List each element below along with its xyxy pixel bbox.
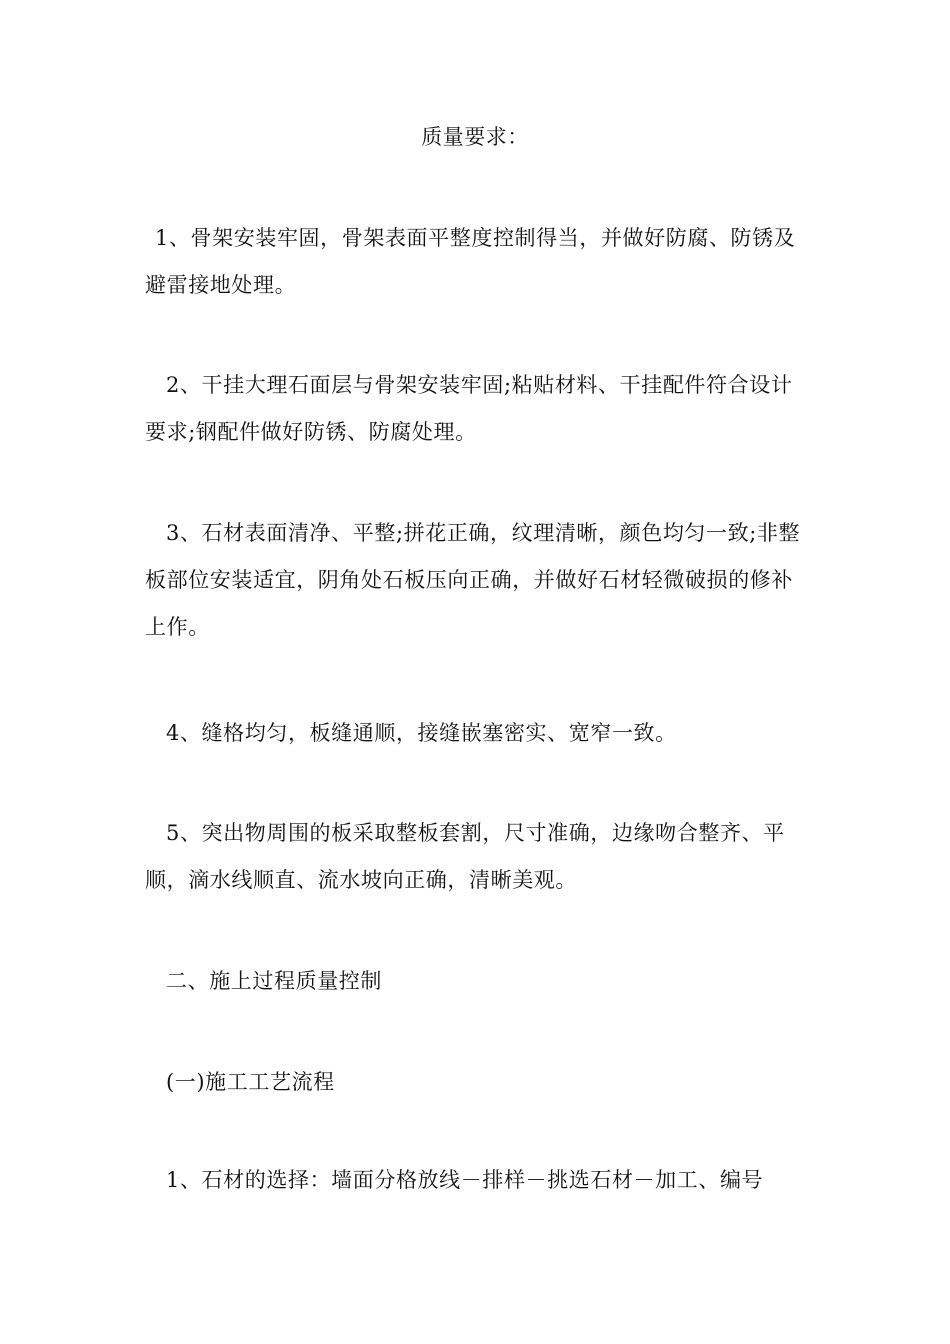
requirement-item-1: 1、骨架安装牢固，骨架表面平整度控制得当，并做好防腐、防锈及避雷接地处理。 [145,226,796,297]
requirement-item-4: 4、缝格均匀，板缝通顺，接缝嵌塞密实、宽窄一致。 [166,721,677,745]
requirement-item-2: 2、干挂大理石面层与骨架安装牢固;粘贴材料、干挂配件符合设计要求;钢配件做好防锈、防腐处理。 [145,373,793,444]
page-title: 质量要求： [421,125,529,149]
process-item-1: 1、石材的选择：墙面分格放线－排样－挑选石材－加工、编号 [166,1168,764,1192]
section-heading: 二、施上过程质量控制 [166,969,382,993]
requirement-item-3: 3、石材表面清净、平整;拼花正确，纹理清晰，颜色均匀一致;非整板部位安装适宜，阴角处石板压向正确，并做好石材轻微破损的修补上作。 [145,521,801,639]
subsection-heading: (一)施工工艺流程 [166,1070,335,1094]
requirement-item-5: 5、突出物周围的板采取整板套割，尺寸准确，边缘吻合整齐、平顺，滴水线顺直、流水坡向正确，清晰美观。 [145,821,785,892]
